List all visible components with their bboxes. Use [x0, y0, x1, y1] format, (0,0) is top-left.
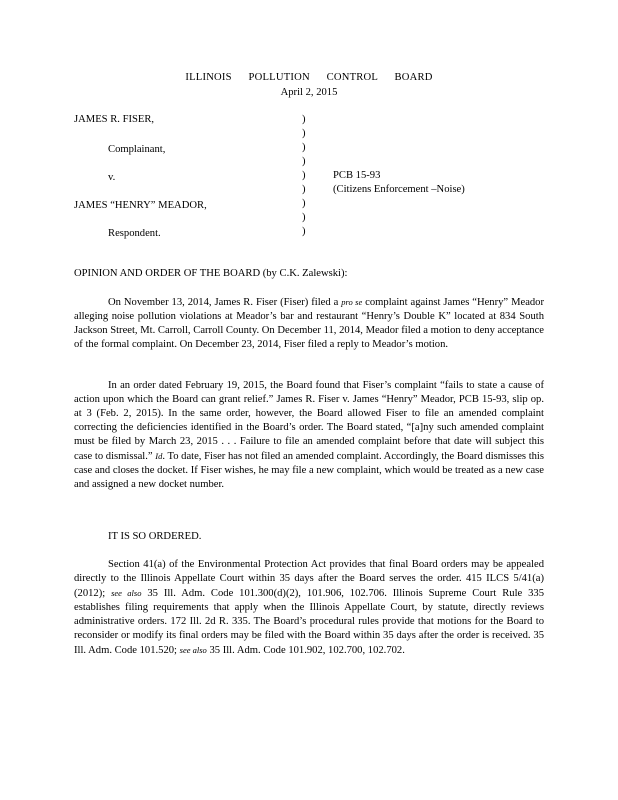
case-type: (Citizens Enforcement –Noise) [333, 184, 465, 195]
caption-paren: ) [302, 170, 306, 181]
order-date: April 2, 2015 [280, 87, 338, 98]
paragraph-appeal-rights: Section 41(a) of the Environmental Protection Act provides that final Board orders may be appealed directly to the Illinois Appellate Court within 35 days after the Board serves the order. 415 ILCS 5/41(a) (2012); see also 35 Ill. Adm. Code 101.300(d)(2), 101.906, 102.706. Illinois Supreme Court Rule 335 establishes filing requirements that apply when the Illinois Appellate Court, by statute, directly reviews administrative orders. 172 Ill. 2d R. 335. The Board’s procedural rules provide that motions for the Board to reconsider or modify its final orders may be filed with the Board within 35 days after the order is received. 35 Ill. Adm. Code 101.520; see also 35 Ill. Adm. Code 101.902, 102.700, 102.702. [74, 559, 544, 656]
respondent-name: JAMES “HENRY” MEADOR, [74, 200, 207, 211]
caption-paren: ) [302, 156, 306, 167]
paragraph-dismissal: In an order dated February 19, 2015, the Board found that Fiser’s complaint “fails to state a cause of action upon which the Board can grant relief.” James R. Fiser v. James “Henry” Meador, PCB 15-93, slip op. at 3 (Feb. 2, 2015). In the same order, however, the Board allowed Fiser to file an amended complaint correcting the deficiencies identified in the Board’s order. The Board stated, “[a]ny such amended complaint must be filed by March 23, 2015 . . . Failure to file an amended complaint before that date will subject this case to dismissal.” Id. To date, Fiser has not filed an amended complaint. Accordingly, the Board dismisses this case and closes the docket. If Fiser wishes, he may file a new complaint, which would be treated as a new case and assigned a new docket number. [74, 380, 544, 490]
id-italic: Id [155, 451, 163, 461]
agency-heading: ILLINOIS POLLUTION CONTROL BOARD [185, 72, 433, 83]
pro-se-italic: pro se [341, 297, 363, 307]
so-ordered: IT IS SO ORDERED. [108, 531, 202, 542]
case-number: PCB 15-93 [333, 170, 381, 181]
caption-paren: ) [302, 198, 306, 209]
caption-paren: ) [302, 184, 306, 195]
respondent-role: Respondent. [108, 228, 161, 239]
paragraph-procedural-history: On November 13, 2014, James R. Fiser (Fiser) filed a pro se complaint against James “Henry” Meador alleging noise pollution violations at Meador’s bar and restaurant “Henry’s Double K” located at 834 South Jackson Street, Mt. Carroll, Carroll County. On December 11, 2014, Meador filed a motion to deny acceptance of the formal complaint. On December 23, 2014, Fiser filed a reply to Meador’s motion. [74, 297, 545, 350]
complainant-role: Complainant, [108, 144, 166, 155]
caption-paren: ) [302, 142, 306, 153]
case-caption [0, 113, 618, 243]
caption-paren: ) [302, 226, 306, 237]
caption-paren: ) [302, 128, 306, 139]
caption-paren: ) [302, 114, 306, 125]
complainant-name: JAMES R. FISER, [74, 114, 155, 125]
see-also-italic: see also [111, 588, 142, 598]
opinion-title: OPINION AND ORDER OF THE BOARD (by C.K. Zalewski): [74, 268, 348, 279]
versus-label: v. [108, 172, 116, 183]
caption-paren: ) [302, 212, 306, 223]
see-also-italic: see also [179, 645, 207, 655]
